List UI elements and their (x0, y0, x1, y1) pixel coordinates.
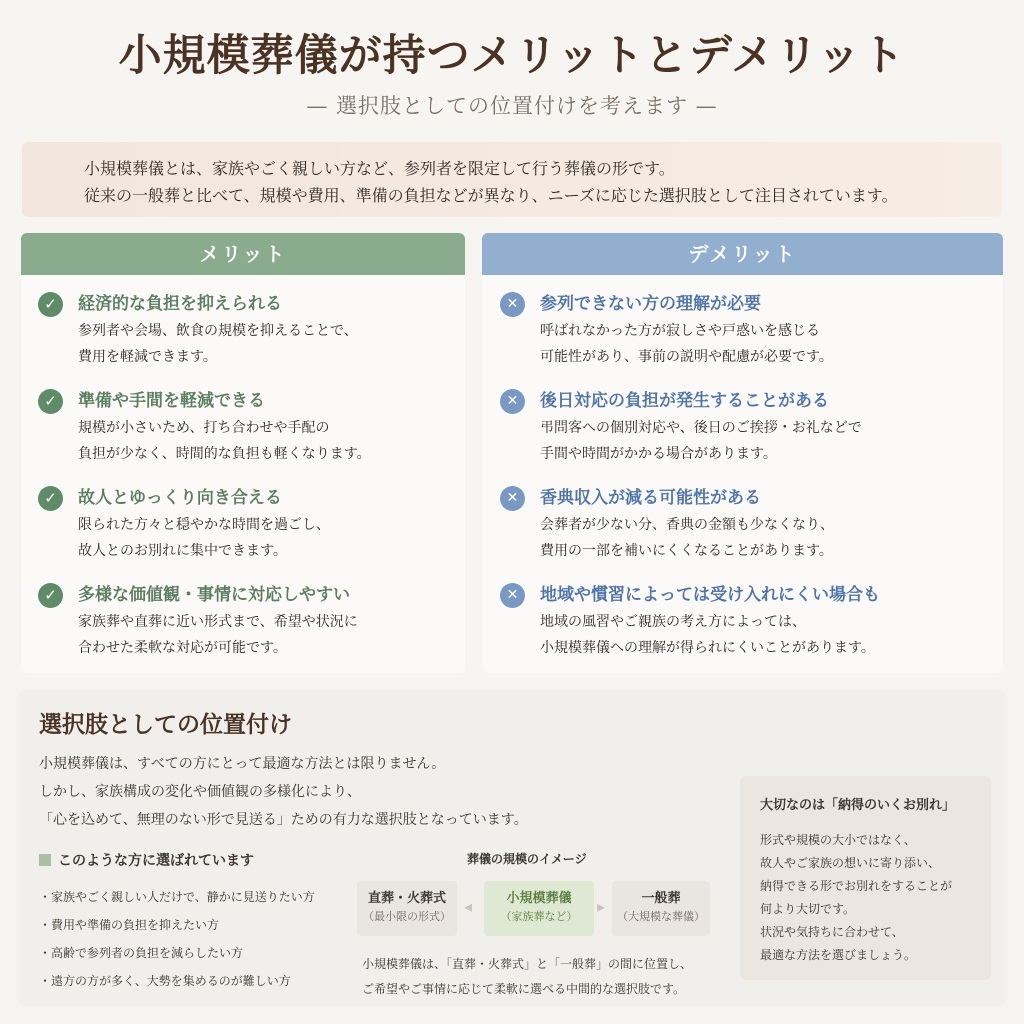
merit-item (38, 582, 465, 673)
list-item: ・遠方の方が多く、大勢を集めるのが難しい方 (39, 974, 291, 988)
demerit-item (500, 291, 1003, 388)
demerit-panel (482, 233, 1003, 673)
scale-box-sub: （大規模な葬儀） (617, 910, 705, 923)
demerit-item-title: 香典収入が減る可能性がある (540, 488, 761, 508)
merit-item-desc: 参列者や会場、飲食の規模を抑えることで、 費用を軽減できます。 (78, 323, 358, 365)
merit-item (38, 388, 465, 485)
merit-item-title: 準備や手間を軽減できる (78, 391, 265, 411)
list-item: ・家族やごく親しい人だけで、静かに見送りたい方 (39, 890, 315, 904)
check-circle-icon: ✓ (38, 583, 63, 608)
advice-line: 故人やご家族の想いに寄り添い、 (760, 856, 941, 870)
who-list (39, 883, 315, 995)
merit-item (38, 485, 465, 582)
demerit-heading: デメリット (482, 233, 1003, 275)
demerit-item-desc: 弔問客への個別対応や、後日のご挨拶・お礼などで 手間や時間がかかる場合があります。 (540, 420, 862, 462)
scale-box-label: 直葬・火葬式 (367, 891, 446, 906)
demerit-item-desc: 呼ばれなかった方が寂しさや戸惑いを感じる 可能性があり、事前の説明や配慮が必要です。 (540, 323, 833, 365)
demerit-item-desc: 地域の風習やご親族の考え方によっては、 小規模葬儀への理解が得られにくいことがあります。 (540, 614, 875, 656)
demerit-item (500, 582, 1003, 673)
demerit-item-title: 後日対応の負担が発生することがある (540, 391, 829, 411)
who-title: このような方に選ばれています (39, 850, 254, 870)
x-circle-icon: ✕ (500, 583, 525, 608)
scale-box-sub: （家族葬など） (500, 910, 578, 923)
scale-note-line: ご希望やご事情に応じて柔軟に選べる中間的な選択肢です。 (362, 982, 686, 996)
page-title: 小規模葬儀が持つメリットとデメリット (118, 31, 906, 81)
scale-note-line: 小規模葬儀は、「直葬・火葬式」と「一般葬」の間に位置し、 (362, 957, 693, 971)
page-subtitle: — 選択肢としての位置付けを考えます — (306, 94, 718, 118)
advice-box (740, 776, 991, 980)
advice-line: 何より大切です。 (760, 902, 856, 916)
demerit-item (500, 485, 1003, 582)
scale-title: 葬儀の規模のイメージ (467, 852, 587, 866)
list-item: ・高齢で参列者の負担を減らしたい方 (39, 946, 244, 960)
position-body-line: 「心を込めて、無理のない形で見送る」ための有力な選択肢となっています。 (39, 812, 528, 828)
position-body-line: しかし、家族構成の変化や価値観の多様化により、 (39, 784, 361, 800)
demerit-item-title: 参列できない方の理解が必要 (540, 294, 761, 314)
square-bullet-icon (39, 854, 51, 866)
demerit-item (500, 388, 1003, 485)
merit-item (38, 291, 465, 388)
advice-line: 納得できる形でお別れをすることが (760, 879, 953, 893)
advice-body (760, 829, 991, 967)
advice-line: 状況や気持ちに合わせて、 (760, 925, 904, 939)
intro-box (22, 142, 1002, 217)
merit-item-title: 故人とゆっくり向き合える (78, 488, 282, 508)
advice-title: 大切なのは「納得のいくお別れ」 (760, 798, 956, 813)
position-body-line: 小規模葬儀は、すべての方にとって最適な方法とは限りません。 (39, 756, 446, 772)
demerit-item-desc: 会葬者が少ない分、香典の金額も少なくなり、 費用の一部を補いにくくなることがあります。 (540, 517, 834, 559)
scale-box-label: 小規模葬儀 (506, 891, 572, 906)
intro-line: 従来の一般葬と比べて、規模や費用、準備の負担などが異なり、ニーズに応じた選択肢として注目されています。 (84, 186, 898, 205)
x-circle-icon: ✕ (500, 486, 525, 511)
merit-heading: メリット (21, 233, 465, 275)
position-body (39, 750, 739, 834)
advice-line: 形式や規模の大小ではなく、 (760, 833, 916, 847)
scale-box-general (612, 881, 710, 936)
scale-box-sub: （最小限の形式） (363, 910, 451, 923)
arrow-right-icon: ▸ (597, 897, 606, 916)
merit-item-title: 多様な価値観・事情に対応しやすい (78, 585, 350, 605)
merit-item-desc: 規模が小さいため、打ち合わせや手配の 負担が少なく、時間的な負担も軽くなります。 (78, 420, 371, 462)
position-title: 選択肢としての位置付け (39, 711, 292, 738)
merit-item-desc: 家族葬や直葬に近い形式まで、希望や状況に 合わせた柔軟な対応が可能です。 (78, 614, 358, 656)
x-circle-icon: ✕ (500, 292, 525, 317)
position-section (17, 690, 1007, 1006)
merit-panel (21, 233, 465, 673)
list-item: ・費用や準備の負担を抑えたい方 (39, 918, 220, 932)
advice-line: 最適な方法を選びましょう。 (760, 948, 917, 962)
scale-box-direct (357, 881, 457, 936)
check-circle-icon: ✓ (38, 389, 63, 414)
arrow-left-icon: ◂ (464, 897, 473, 916)
check-circle-icon: ✓ (38, 486, 63, 511)
check-circle-icon: ✓ (38, 292, 63, 317)
scale-box-small (484, 881, 594, 936)
scale-box-label: 一般葬 (641, 891, 681, 906)
intro-line: 小規模葬儀とは、家族やごく親しい方など、参列者を限定して行う葬儀の形です。 (84, 159, 675, 178)
x-circle-icon: ✕ (500, 389, 525, 414)
merit-item-desc: 限られた方々と穏やかな時間を過ごし、 故人とのお別れに集中できます。 (78, 517, 330, 559)
merit-item-title: 経済的な負担を抑えられる (78, 294, 282, 314)
scale-note (362, 952, 692, 1002)
demerit-item-title: 地域や慣習によっては受け入れにくい場合も (540, 585, 880, 605)
